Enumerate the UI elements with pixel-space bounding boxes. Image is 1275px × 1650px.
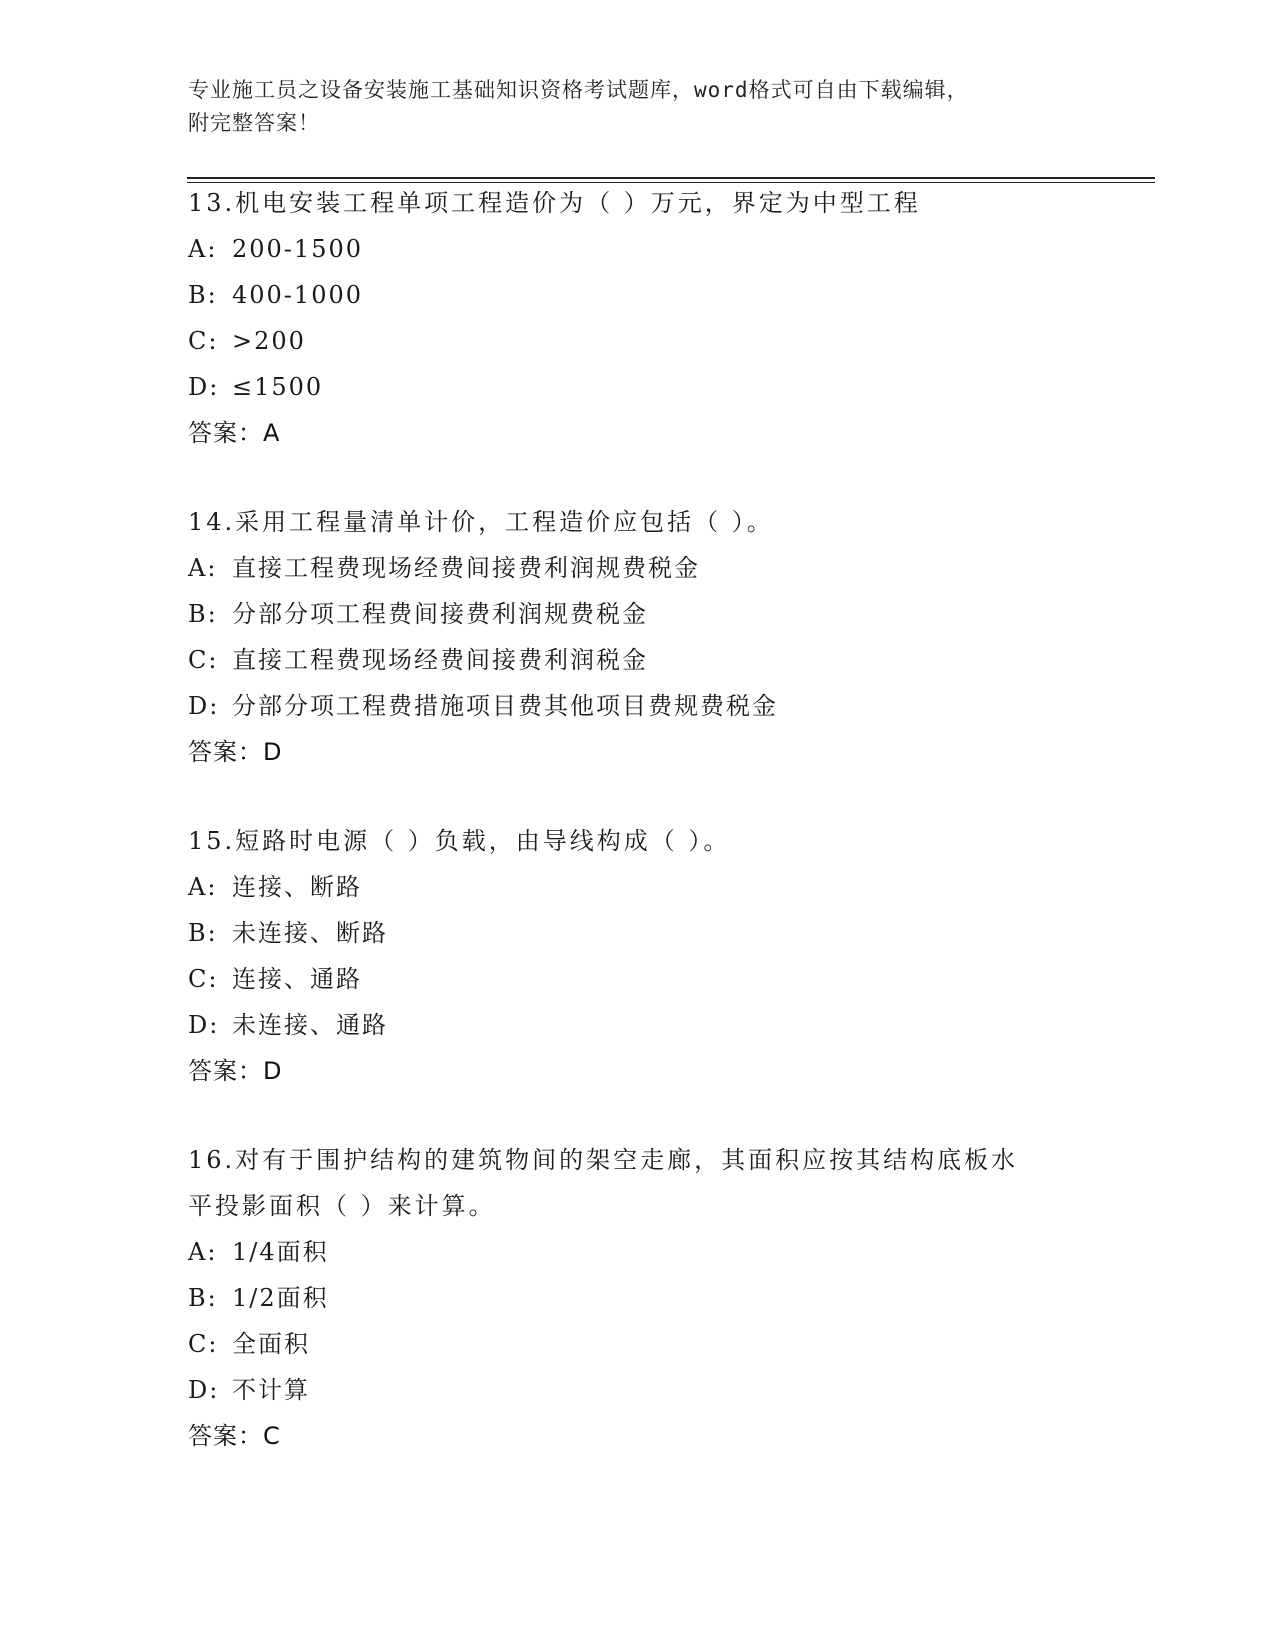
option-text: 不计算 — [232, 1376, 310, 1404]
option-letter: B: — [188, 281, 218, 309]
option-letter: C: — [188, 327, 219, 355]
option-d — [188, 1367, 1088, 1413]
question-14 — [188, 499, 1088, 775]
question-stem: 13.机电安装工程单项工程造价为（ ）万元，界定为中型工程 — [188, 189, 921, 217]
question-16 — [188, 1137, 1088, 1459]
option-a — [188, 1229, 1088, 1275]
option-d — [188, 683, 1088, 729]
option-letter: C: — [188, 646, 219, 674]
option-text: 分部分项工程费间接费利润规费税金 — [232, 600, 648, 628]
option-text: 未连接、断路 — [232, 919, 388, 947]
option-a — [188, 226, 1088, 272]
option-text: 未连接、通路 — [232, 1011, 388, 1039]
document-header — [188, 74, 1068, 140]
option-text: 连接、断路 — [232, 873, 362, 901]
option-c — [188, 956, 1088, 1002]
option-letter: A: — [188, 235, 218, 263]
header-line-1: 专业施工员之设备安装施工基础知识资格考试题库，word格式可自由下载编辑， — [188, 78, 969, 102]
answer-line: 答案：D — [188, 738, 283, 766]
question-stem: 15.短路时电源（ ）负载，由导线构成（ ）。 — [188, 827, 731, 855]
option-b — [188, 591, 1088, 637]
answer-line: 答案：D — [188, 1057, 283, 1085]
option-c — [188, 318, 1088, 364]
question-stem-line-2: 平投影面积（ ）来计算。 — [188, 1192, 496, 1220]
option-a — [188, 864, 1088, 910]
option-b — [188, 272, 1088, 318]
option-text: 400-1000 — [232, 281, 363, 309]
option-letter: C: — [188, 965, 219, 993]
option-text: 全面积 — [232, 1330, 310, 1358]
option-text: 分部分项工程费措施项目费其他项目费规费税金 — [232, 692, 778, 720]
option-letter: B: — [188, 600, 218, 628]
option-letter: D: — [188, 1376, 220, 1404]
option-b — [188, 1275, 1088, 1321]
option-letter: B: — [188, 919, 218, 947]
option-text: 200-1500 — [232, 235, 363, 263]
question-13 — [188, 180, 1088, 456]
option-b — [188, 910, 1088, 956]
question-15 — [188, 818, 1088, 1094]
option-d — [188, 364, 1088, 410]
option-text: 直接工程费现场经费间接费利润税金 — [232, 646, 648, 674]
option-c — [188, 637, 1088, 683]
option-d — [188, 1002, 1088, 1048]
option-c — [188, 1321, 1088, 1367]
option-text: 连接、通路 — [232, 965, 362, 993]
option-letter: D: — [188, 692, 220, 720]
option-letter: A: — [188, 873, 218, 901]
question-stem-line-1: 16.对有于围护结构的建筑物间的架空走廊，其面积应按其结构底板水 — [188, 1146, 1019, 1174]
option-text: 1/2面积 — [232, 1284, 329, 1312]
header-line-2: 附完整答案！ — [188, 111, 320, 135]
answer-line: 答案：A — [188, 419, 281, 447]
option-letter: B: — [188, 1284, 218, 1312]
option-a — [188, 545, 1088, 591]
header-divider-thick — [187, 177, 1155, 179]
option-letter: A: — [188, 1238, 218, 1266]
option-letter: D: — [188, 1011, 220, 1039]
option-letter: C: — [188, 1330, 219, 1358]
answer-line: 答案：C — [188, 1422, 281, 1450]
option-letter: D: — [188, 373, 220, 401]
option-text: ≤1500 — [232, 373, 324, 401]
option-text: >200 — [232, 327, 306, 355]
option-text: 1/4面积 — [232, 1238, 329, 1266]
question-stem: 14.采用工程量清单计价，工程造价应包括（ ）。 — [188, 508, 774, 536]
option-text: 直接工程费现场经费间接费利润规费税金 — [232, 554, 700, 582]
option-letter: A: — [188, 554, 218, 582]
